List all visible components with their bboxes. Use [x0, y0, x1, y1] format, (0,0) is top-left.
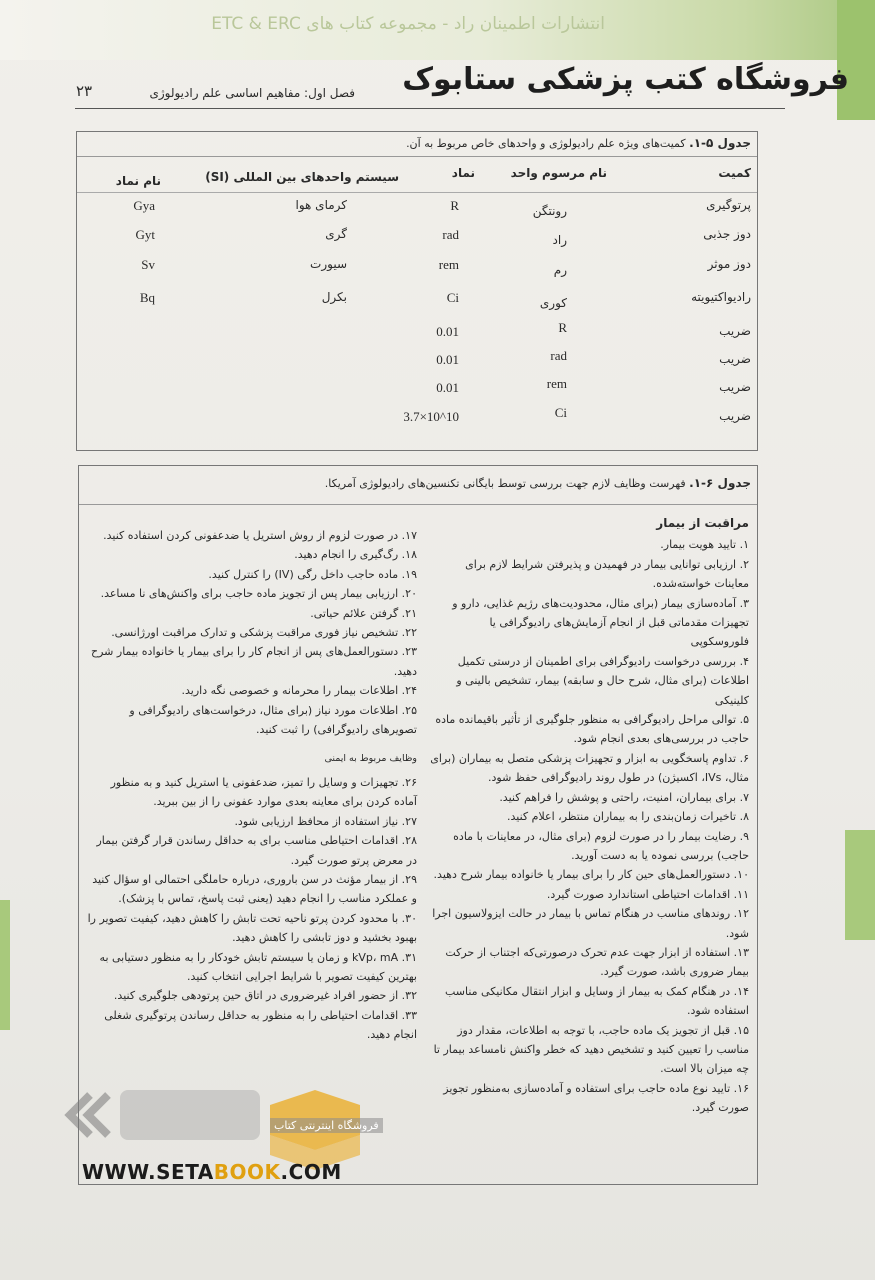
table1-caption-text: کمیت‌های ویژه علم رادیولوژی و واحدهای خاص مربوط به آن.	[406, 137, 686, 150]
duty-item: ۱۲. روندهای مناسب در هنگام تماس با بیمار در حالت ایزولاسیون اجرا شود.	[432, 907, 749, 940]
table1-cell-si-symbol: Gya	[133, 198, 155, 213]
duty-item: ۳۱. kVp، mA و زمان یا سیستم تابش خودکار را به منظور دستیابی به بهترین کیفیت تصویر با شرایط اجرایی انتخاب کنید.	[99, 950, 417, 983]
table1-cell-quantity: دوز موثر	[707, 257, 751, 271]
duty-item: ۸. تاخیرات زمان‌بندی را به بیماران منتظر، اعلام کنید.	[507, 810, 749, 824]
duty-item: ۱۴. در هنگام کمک به بیمار از وسایل و ابزار انتقال مکانیکی مناسب استفاده شود.	[444, 984, 749, 1018]
watermark-url-highlight: BOOK	[213, 1160, 281, 1184]
header-rule	[75, 108, 785, 109]
table2-caption-label: جدول ۶-۱.	[689, 476, 751, 490]
table2-rule	[79, 504, 757, 505]
th-quantity: کمیت	[718, 166, 751, 180]
store-name: فروشگاه کتب پزشکی ستابوک	[402, 62, 849, 97]
table1-caption-label: جدول ۵-۱.	[689, 136, 751, 150]
chapter-tab	[837, 0, 875, 120]
duties-left-column	[87, 526, 417, 1045]
table1-cell-symbol: Ci	[446, 290, 459, 305]
edge-tab-left	[0, 900, 10, 1030]
duty-item: ۳۳. اقدامات احتیاطی را به منظور به حداقل رساندن پرتوگیری شغلی انجام دهید.	[104, 1008, 417, 1042]
duty-item: ۳۰. با محدود کردن پرتو ناحیه تحت تابش را کاهش دهید، کیفیت تصویر را بهبود بخشید و دوز تابشی را کاهش دهید.	[87, 911, 417, 945]
duty-item: ۵. توالی مراحل رادیوگرافی به منظور جلوگیری از تأثیر باقیمانده ماده حاجب در بررسی‌های بعدی انجام شود.	[435, 713, 749, 746]
table1-cell-symbol: rem	[438, 257, 459, 272]
duty-item: ۲۴. اطلاعات بیمار را محرمانه و خصوصی نگه دارید.	[181, 684, 417, 698]
table1-cell-si-symbol: Sv	[141, 257, 155, 272]
table1-cell-unit: راد	[552, 233, 567, 247]
duty-item: ۷. برای بیماران، امنیت، راحتی و پوشش را فراهم کنید.	[499, 790, 749, 804]
duty-item: ۲. ارزیابی توانایی بیمار در فهمیدن و پذیرفتن شرایط لازم برای معاینات خواسته‌شده.	[465, 557, 749, 591]
duty-item: ۴. بررسی درخواست رادیوگرافی برای اطمینان از درستی تکمیل اطلاعات (برای مثال، شرح حال و سابقه) بیمار، تشخیص بالینی و کلینیکی	[456, 654, 749, 707]
table1-cell-si-symbol: Bq	[139, 290, 155, 305]
duty-item: ۲۹. از بیمار مؤنث در سن باروری، درباره حاملگی احتمالی او سؤال کنید و عملکرد مناسب را انجام دهید (یعنی ثبت پاسخ، تماس با پزشک).	[92, 872, 417, 906]
table1-cell-si: گری	[325, 227, 347, 241]
page-number: ۲۳	[76, 82, 93, 100]
table1-cell-quantity: ضریب	[719, 352, 751, 366]
table1-cell-unit: رونتگن	[532, 204, 567, 218]
table1-cell-quantity: ضریب	[719, 324, 751, 338]
duty-item: ۱۷. در صورت لزوم از روش استریل یا ضدعفونی کردن استفاده کنید.	[103, 529, 417, 542]
duty-item: ۳. آماده‌سازی بیمار (برای مثال، محدودیت‌های رژیم غذایی، دارو و تجهیزات مقدماتی قبل از انجام آزمایش‌های رادیوگرافی یا فلوروسکوپی	[452, 596, 749, 649]
table2-caption	[325, 476, 751, 490]
table1-cell-unit: rem	[546, 376, 567, 391]
duty-item: ۱. تایید هویت بیمار.	[660, 538, 749, 552]
th-unit: نام مرسوم واحد	[510, 166, 607, 180]
table1-cell-symbol: 3.7×10^10	[403, 409, 459, 424]
duty-item: ۱۰. دستورالعمل‌های حین کار را برای بیمار یا خانواده بیمار شرح دهید.	[433, 868, 749, 882]
safety-subheading: وظایف مربوط به ایمنی	[324, 753, 417, 765]
duty-item: ۱۶. تایید نوع ماده حاجب برای استفاده و آماده‌سازی به‌منظور تجویز صورت گیرد.	[443, 1081, 749, 1115]
table1-cell-unit: Ci	[554, 405, 567, 420]
duty-item: ۲۷. نیاز استفاده از محافظ ارزیابی شود.	[234, 814, 417, 828]
duty-item: ۱۹. ماده حاجب داخل رگی (IV) را کنترل کنید.	[208, 567, 417, 581]
watermark-url-prefix: WWW.SETA	[82, 1160, 214, 1184]
table1-cell-quantity: ضریب	[719, 380, 751, 394]
th-symbol: نماد	[451, 166, 475, 180]
table1-caption	[406, 136, 751, 150]
duty-item: ۱۸. رگ‌گیری را انجام دهید.	[294, 548, 417, 562]
duty-item: ۱۳. استفاده از ابزار جهت عدم تحرک درصورتی‌که اجتناب از حرکت بیمار ضروری باشد، صورت گیرد.	[445, 945, 749, 979]
duty-item: ۶. تداوم پاسخگویی به ابزار و تجهیزات پزشکی متصل به بیماران (برای مثال، IVs، اکسیژن) در طول روند رادیوگرافی حفظ شود.	[430, 751, 749, 785]
watermark-url	[82, 1160, 342, 1184]
table1-header-rule	[77, 192, 757, 193]
table1-cell-unit: rad	[550, 348, 567, 363]
duty-item: ۲۳. دستورالعمل‌های پس از انجام کار را برای بیمار یا خانواده بیمار شرح دهید.	[91, 645, 417, 678]
duties-right-column	[429, 514, 749, 1118]
duty-item: ۱۵. قبل از تجویز یک ماده حاجب، با توجه به اطلاعات، مقدار دوز مناسب را تعیین کنید و تشخیص دهید که خطر واکنش نامساعد بیمار تا چه میزان بالا است.	[433, 1023, 749, 1076]
publisher-banner: انتشارات اطمینان راد - مجموعه کتاب های ETC & ERC	[211, 14, 605, 34]
duty-item: ۲۸. اقدامات احتیاطی مناسب برای به حداقل رساندن قرار گرفتن بیمار در معرض پرتو صورت گیرد.	[96, 834, 417, 867]
chapter-title: فصل اول: مفاهیم اساسی علم رادیولوژی	[149, 86, 355, 100]
duty-item: ۲۶. تجهیزات و وسایل را تمیز، ضدعفونی یا استریل کنید و به منظور آماده کردن برای معاینه بعدی موارد عفونی را از بین ببرید.	[110, 775, 417, 809]
watermark-url-suffix: .COM	[280, 1160, 342, 1184]
watermark-tagline: فروشگاه اینترنتی کتاب	[270, 1118, 383, 1133]
table1-cell-quantity: ضریب	[719, 409, 751, 423]
edge-tab	[845, 830, 875, 940]
table1-cell-si-symbol: Gyt	[135, 227, 155, 242]
table1-cell-unit: R	[558, 320, 567, 335]
table1-rule	[77, 156, 757, 157]
table1-cell-symbol: R	[450, 198, 459, 213]
table1-cell-quantity: دوز جذبی	[703, 227, 751, 241]
duty-item: ۳۲. از حضور افراد غیرضروری در اتاق حین پرتودهی جلوگیری کنید.	[113, 989, 417, 1003]
table1-cell-symbol: 0.01	[436, 352, 459, 367]
table1-cell-symbol: 0.01	[436, 324, 459, 339]
th-si-symbol: نام نماد	[115, 174, 161, 188]
duty-item: ۲۵. اطلاعات مورد نیاز (برای مثال، درخواست‌های رادیوگرافی و تصویرهای رادیوگرافی) را ثبت کنید.	[129, 703, 417, 737]
table1-cell-si: سیورت	[310, 257, 347, 271]
duty-item: ۲۰. ارزیابی بیمار پس از تجویز ماده حاجب برای واکنش‌های نا مساعد.	[100, 587, 417, 601]
th-si: سیستم واحدهای بین المللی (SI)	[205, 170, 399, 184]
patient-care-heading: مراقبت از بیمار	[656, 516, 749, 530]
table1-cell-si: بکرل	[321, 290, 347, 304]
table1-cell-si: کرمای هوا	[295, 198, 347, 212]
duty-item: ۲۱. گرفتن علائم حیاتی.	[310, 606, 417, 620]
table1-cell-symbol: 0.01	[436, 380, 459, 395]
duty-item: ۲۲. تشخیص نیاز فوری مراقبت پزشکی و تدارک مراقبت اورژانسی.	[111, 626, 417, 640]
table2-caption-text: فهرست وظایف لازم جهت بررسی توسط بایگانی تکنسین‌های رادیولوژی آمریکا.	[324, 477, 686, 490]
duty-item: ۹. رضایت بیمار را در صورت لزوم (برای مثال، در معاینات با ماده حاجب) بررسی نموده یا به دست آورید.	[453, 829, 749, 862]
table1-cell-symbol: rad	[442, 227, 459, 242]
table-quantities	[76, 131, 758, 451]
table1-cell-quantity: پرتوگیری	[706, 198, 751, 212]
table1-cell-unit: کوری	[539, 296, 567, 310]
duty-item: ۱۱. اقدامات احتیاطی استاندارد صورت گیرد.	[546, 887, 749, 901]
table1-cell-quantity: رادیواکتیویته	[691, 290, 751, 304]
table1-cell-unit: رم	[553, 263, 567, 277]
